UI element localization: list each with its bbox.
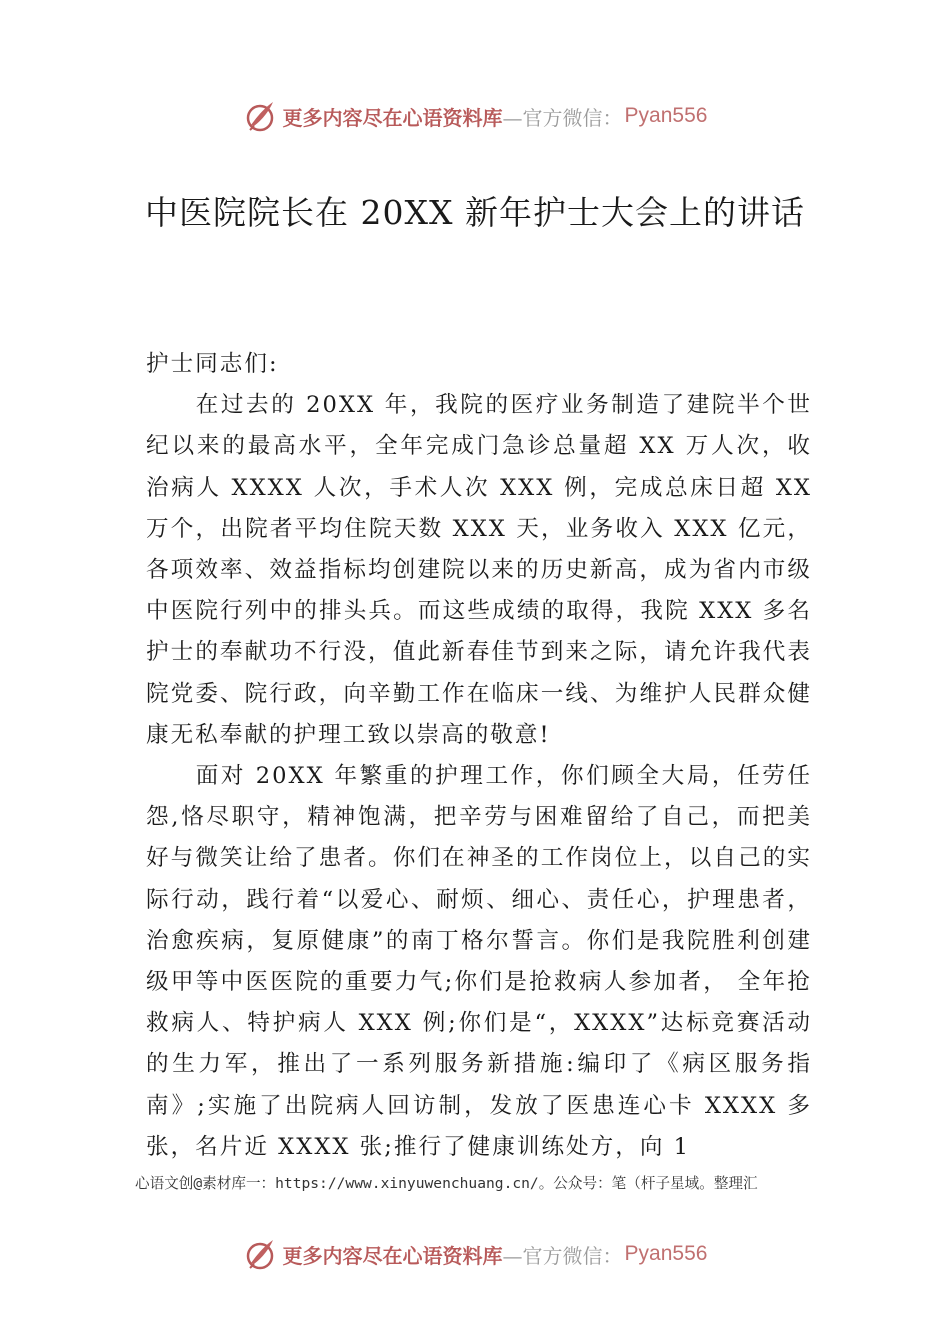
document-body [146,344,812,1168]
header-watermark [0,96,950,136]
footer-source-line: 心语文创@素材库一：https://www.xinyuwenchuang.cn/。公众号：笔（杆子星域。整理汇 [135,1175,758,1192]
watermark-wechat-id: Pyan556 [624,104,708,127]
paragraph-2: 面对 20XX 年繁重的护理工作，你们顾全大局，任劳任怨,恪尽职守，精神饱满，把辛劳与困难留给了自己，而把美好与微笑让给了患者。你们在神圣的工作岗位上，以自己的实际行动，践行着“以爱心、耐烦、细心、责任心，护理患者，治愈疾病，复原健康”的南丁格尔誓言。你们是我院胜利创建级甲等中医医院的重要力气;你们是抢救病人参加者， 全年抢救病人、特护病人 XXX 例;你们是“，XXXX”达标竞赛活动的生力军，推出了一系列服务新措施:编印了《病区服务指南》;实施了出院病人回访制，发放了医患连心卡 XXXX 多张，名片近 XXXX 张;推行了健康训练处方，向 1 [146,763,812,1160]
footer-watermark [0,1234,950,1274]
quill-logo-icon [243,1237,277,1271]
document-title: 中医院院长在 20XX 新年护士大会上的讲话 [145,193,805,232]
watermark-brand: 更多内容尽在心语资料库 [282,105,503,130]
quill-logo-icon [243,99,277,133]
salutation: 护士同志们: [146,351,279,377]
paragraph-1: 在过去的 20XX 年，我院的医疗业务制造了建院半个世纪以来的最高水平，全年完成门急诊总量超 XX 万人次，收治病人 XXXX 人次，手术人次 XXX 例，完成总床日超 XX 万个，出院者平均住院天数 XXX 天，业务收入 XXX 亿元，各项效率、效益指标均创建院以来的历史新高，成为省内市级中医院行列中的排头兵。而这些成绩的取得，我院 XXX 多名护士的奉献功不行没，值此新春佳节到来之际，请允许我代表院党委、院行政，向辛勤工作在临床一线、为维护人民群众健康无私奉献的护理工致以崇高的敬意! [146,392,812,748]
watermark-separator: —官方微信： [502,105,623,130]
watermark-wechat-id: Pyan556 [624,1242,708,1265]
watermark-brand: 更多内容尽在心语资料库 [282,1243,503,1268]
watermark-separator: —官方微信： [502,1243,623,1268]
